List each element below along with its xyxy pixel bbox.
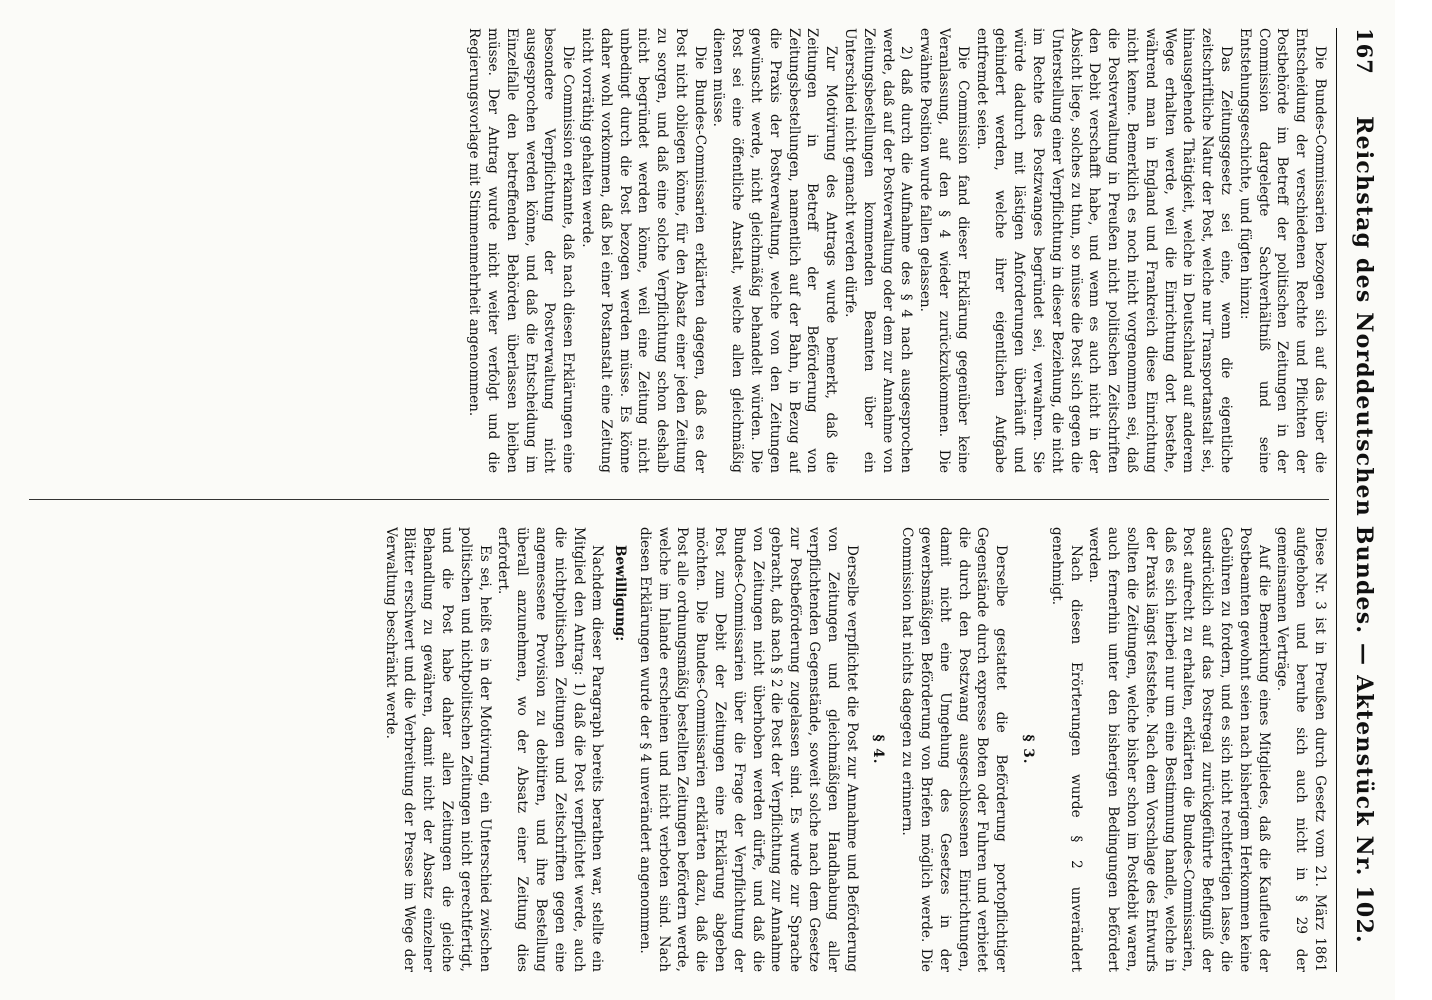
running-header xyxy=(1336,28,1383,972)
paragraph: Auf die Bemerkung eines Mitgliedes, daß die Kaufleute der Postbeamten gewohnt seien nach bisherigem Herkommen keine Gebühren zu fordern, und es sich nicht rechtfertigen lasse, die ausdrücklich auf das Postregal zurückgeführte Befugniß der Post aufrecht zu erhalten, erklärten die Bundes-Commissarien, daß es sich hierbei nur um eine Bestimmung handle, welche in der Praxis längst feststehe. Nach dem Vorschlage des Entwurfs sollten die Zeitungen, welche bisher schon im Postdebit waren, auch fernerhin unter den bisherigen Bedingungen befördert werden. xyxy=(1086,527,1272,972)
column-divider xyxy=(29,499,1329,500)
paragraph: Das Zeitungsgesetz sei eine, wenn die eigentliche zeitschriftliche Natur der Post, welche nur Transportanstalt sei, hinausgehende Thätigkeit, welche in Deutschland auf anderem Wege erhalten werde, weil die Einrichtung dort bestehe, während man in England und Frankreich diese Einrichtung nicht kenne. Bemerklich es noch nicht vorgenommen sei, daß die Postverwaltung in Preußen nicht politischen Zeitschriften den Debit verschafft habe, und wenn es auch nicht in der Absicht liege, solches zu thun, so müsse die Post sich gegen die Unterstellung einer Verpflichtung in dieser Beziehung, die nicht im Rechte des Postzwanges begründet sei, verwahren. Sie würde dadurch mit lästigen Anforderungen überhäuft und gehindert werden, welche ihrer eigentlichen Aufgabe entfremdet seien. xyxy=(973,28,1235,473)
section-heading-3: § 3. xyxy=(1020,734,1037,765)
paragraph: Es sei, heißt es in der Motivirung, ein Unterschied zwischen politischen und nichtpolitischen Zeitungen nicht gerechtfertigt, und die Post habe daher allen Zeitungen die gleiche Behandlung zu gewähren, damit nicht der Absatz einzelner Blätter erschwert und die Verbreitung der Presse im Wege der Verwaltung beschränkt werde. xyxy=(382,527,493,972)
paragraph: Die Bundes-Commissarien bezogen sich auf das über die Entscheidung der verschiedenen Rechte und Pflichten der Postbehörde im Betreff der politischen Zeitungen in der Commission dargelegte Sachverhältniß und seine Entstehungsgeschichte, und fügten hinzu: xyxy=(1236,28,1328,473)
paragraph: Nachdem dieser Paragraph bereits berathen war, stellte ein Mitglied den Antrag: 1) daß die Post verpflichtet werde, auch die nichtpolitischen Zeitungen und Zeitschriften gegen eine angemessene Provision zu debitiren, und ihre Bestellung überall anzunehmen, wo der Absatz einer Zeitung dies erfordert. xyxy=(495,527,606,972)
text-column-left xyxy=(29,28,1329,473)
intro-paragraph: Diese Nr. 3 ist in Preußen durch Gesetz vom 21. März 1861 aufgehoben und beruhe sich auch nicht in § 29 der gemeinsamen Verträge. xyxy=(1274,527,1328,972)
text-column-right xyxy=(29,527,1329,972)
header-title: Reichstag des Norddeutschen Bundes. — Aktenstück Nr. 102. xyxy=(1351,116,1377,944)
section-heading-4: § 4. xyxy=(870,734,887,765)
paragraph: Derselbe gestattet die Beförderung portopflichtiger Gegenstände durch expresse Boten oder Fuhren und verbietet die durch den Postzwang ausgeschlossenen Einrichtungen, damit nicht eine Umgehung des Gesetzes in der gewerbsmäßigen Beförderung von Briefen möglich werde. Die Commission hat nichts dagegen zu erinnern. xyxy=(899,527,1010,972)
paragraph: Die Commission fand dieser Erklärung gegenüber keine Veranlassung, auf den § 4 wieder zurückzukommen. Die erwähnte Position wurde fallen gelassen. xyxy=(917,28,971,473)
paragraph: Die Bundes-Commissarien erklärten dagegen, daß es der Post nicht obliegen könne, für den Absatz einer jeden Zeitung zu sorgen, und daß eine solche Verpflichtung schon deshalb nicht begründet werden könne, weil eine Zeitung nicht unbedingt durch die Post bezogen werden müsse. Es könne daher wohl vorkommen, daß bei einer Postanstalt eine Zeitung nicht vorräthig gehalten werde. xyxy=(578,28,708,473)
paragraph: Die Commission erkannte, daß nach diesen Erklärungen eine besondere Verpflichtung der Postverwaltung nicht ausgesprochen werden könne, und daß die Entscheidung im Einzelfalle den betreffenden Behörden überlassen bleiben müsse. Der Antrag wurde nicht weiter verfolgt und die Regierungsvorlage mit Stimmenmehrheit angenommen. xyxy=(466,28,577,473)
numbered-item: 2) daß durch die Aufnahme des § 4 nach ausgesprochen werde, daß auf der Postverwaltung oder dem zur Annahme von Zeitungsbestellungen kommenden Beamten über ein Unterschied nicht gemacht werden dürfe. xyxy=(842,28,915,473)
paragraph: Derselbe verpflichtet die Post zur Annahme und Beförderung von Zeitungen und gleichmäßigen Handhabung aller verpflichtenden Gegenstände, soweit solche nach dem Gesetze zur Postbeförderung zugelassen sind. Es wurde zur Sprache gebracht, daß nach § 2 die Post der Verpflichtung zur Annahme von Zeitungen nicht überhoben werden dürfe, und daß die Bundes-Commissarien über die Frage der Verpflichtung der Post zum Debit der Zeitungen eine Erklärung abgeben möchten. Die Bundes-Commissarien erklärten dazu, daß die Post alle ordnungsmäßig bestellten Zeitungen befördern werde, welche im Inlande erscheinen und nicht verboten sind. Nach diesen Erklärungen wurde der § 4 unverändert angenommen. xyxy=(636,527,860,972)
page-number: 167 xyxy=(1352,28,1377,75)
subheading: Bewilligung: xyxy=(612,545,629,642)
paragraph: Zur Motivirung des Antrags wurde bemerkt, daß die Zeitungen in Betreff der Beförderung von Zeitungsbestellungen, namentlich auf der Bahn, in Bezug auf die Praxis der Postverwaltung, welche von den Zeitungen gewünscht werde, nicht gleichmäßig behandelt würden. Die Post sei eine öffentliche Anstalt, welche allen gleichmäßig dienen müsse. xyxy=(710,28,840,473)
paragraph: Nach diesen Erörterungen wurde § 2 unverändert genehmigt. xyxy=(1048,527,1084,972)
